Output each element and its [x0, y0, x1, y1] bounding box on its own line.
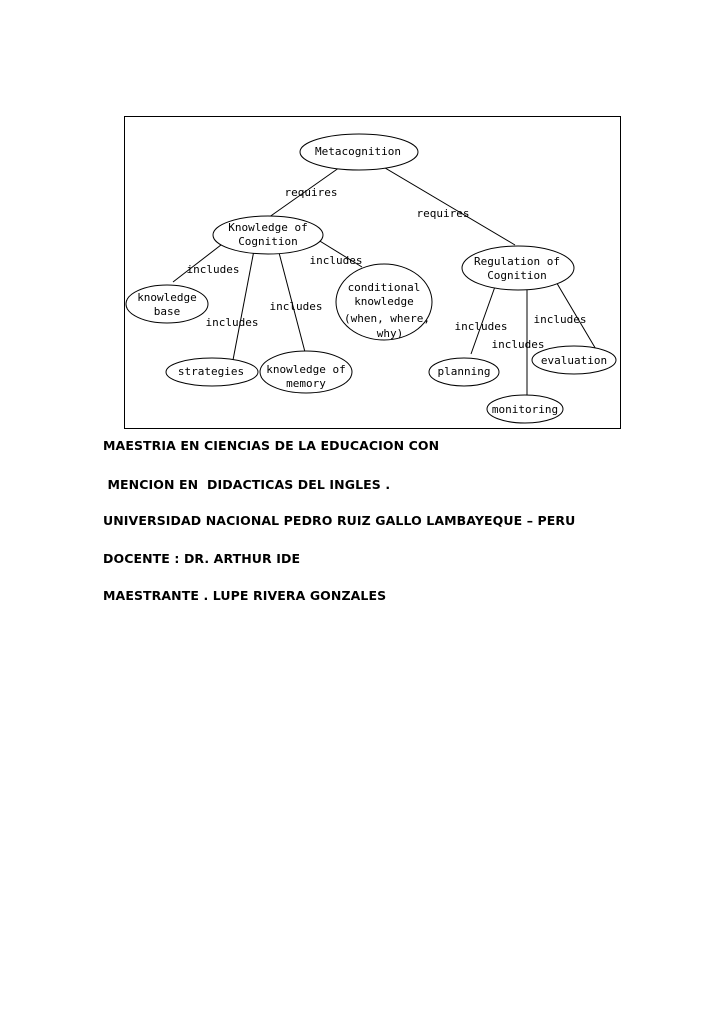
node-monitoring	[487, 395, 563, 423]
label-includes-conditional: includes	[309, 254, 363, 267]
label-includes-strategies: includes	[205, 316, 259, 329]
node-knowledge-of-memory	[260, 351, 352, 393]
node-knowledge-of-cognition-line1: Knowledge of	[228, 221, 308, 234]
node-planning-label: planning	[437, 365, 491, 378]
node-regulation-of-cognition-line2: Cognition	[487, 269, 547, 282]
node-conditional-knowledge	[336, 264, 432, 340]
node-strategies-label: strategies	[177, 365, 245, 378]
label-requires-right: requires	[416, 207, 470, 220]
node-knowledge-of-memory-line2: memory	[286, 377, 326, 390]
label-includes-evaluation: includes	[533, 313, 587, 326]
node-conditional-knowledge-line1: conditional	[347, 281, 421, 294]
node-knowledge-of-cognition	[213, 216, 323, 254]
degree-line: MAESTRIA EN CIENCIAS DE LA EDUCACION CON	[103, 438, 440, 453]
node-knowledge-base-line2: base	[153, 305, 181, 318]
label-requires-left: requires	[284, 186, 338, 199]
node-knowledge-base	[126, 285, 208, 323]
node-conditional-knowledge-line2: knowledge	[354, 295, 414, 308]
node-knowledge-of-memory-line1: knowledge of	[266, 363, 346, 376]
edge-meta-regulation	[380, 165, 515, 245]
node-evaluation-label: evaluation	[540, 354, 608, 367]
label-includes-planning: includes	[454, 320, 508, 333]
teacher-line: DOCENTE : DR. ARTHUR IDE	[103, 551, 301, 566]
node-regulation-of-cognition	[462, 246, 574, 290]
node-monitoring-label: monitoring	[491, 403, 559, 416]
concept-map-diagram	[125, 117, 622, 430]
node-evaluation	[532, 346, 616, 374]
label-includes-base: includes	[186, 263, 240, 276]
university-line: UNIVERSIDAD NACIONAL PEDRO RUIZ GALLO LAMBAYEQUE – PERU	[103, 513, 576, 528]
node-strategies	[166, 358, 258, 386]
node-metacognition	[300, 134, 418, 170]
concept-map-figure	[124, 116, 621, 429]
node-conditional-knowledge-line3: (when, where,	[343, 312, 431, 325]
node-regulation-of-cognition-line1: Regulation of	[473, 255, 561, 268]
label-includes-monitoring: includes	[491, 338, 545, 351]
label-includes-memory: includes	[269, 300, 323, 313]
node-knowledge-of-cognition-line2: Cognition	[238, 235, 298, 248]
edge-knowledge-memory	[277, 245, 305, 352]
node-conditional-knowledge-line4: why)	[376, 327, 404, 340]
specialization-line: MENCION EN DIDACTICAS DEL INGLES .	[103, 477, 391, 492]
node-metacognition-label: Metacognition	[314, 145, 402, 158]
node-knowledge-base-line1: knowledge	[137, 291, 197, 304]
node-planning	[429, 358, 499, 386]
student-line: MAESTRANTE . LUPE RIVERA GONZALES	[103, 588, 387, 603]
